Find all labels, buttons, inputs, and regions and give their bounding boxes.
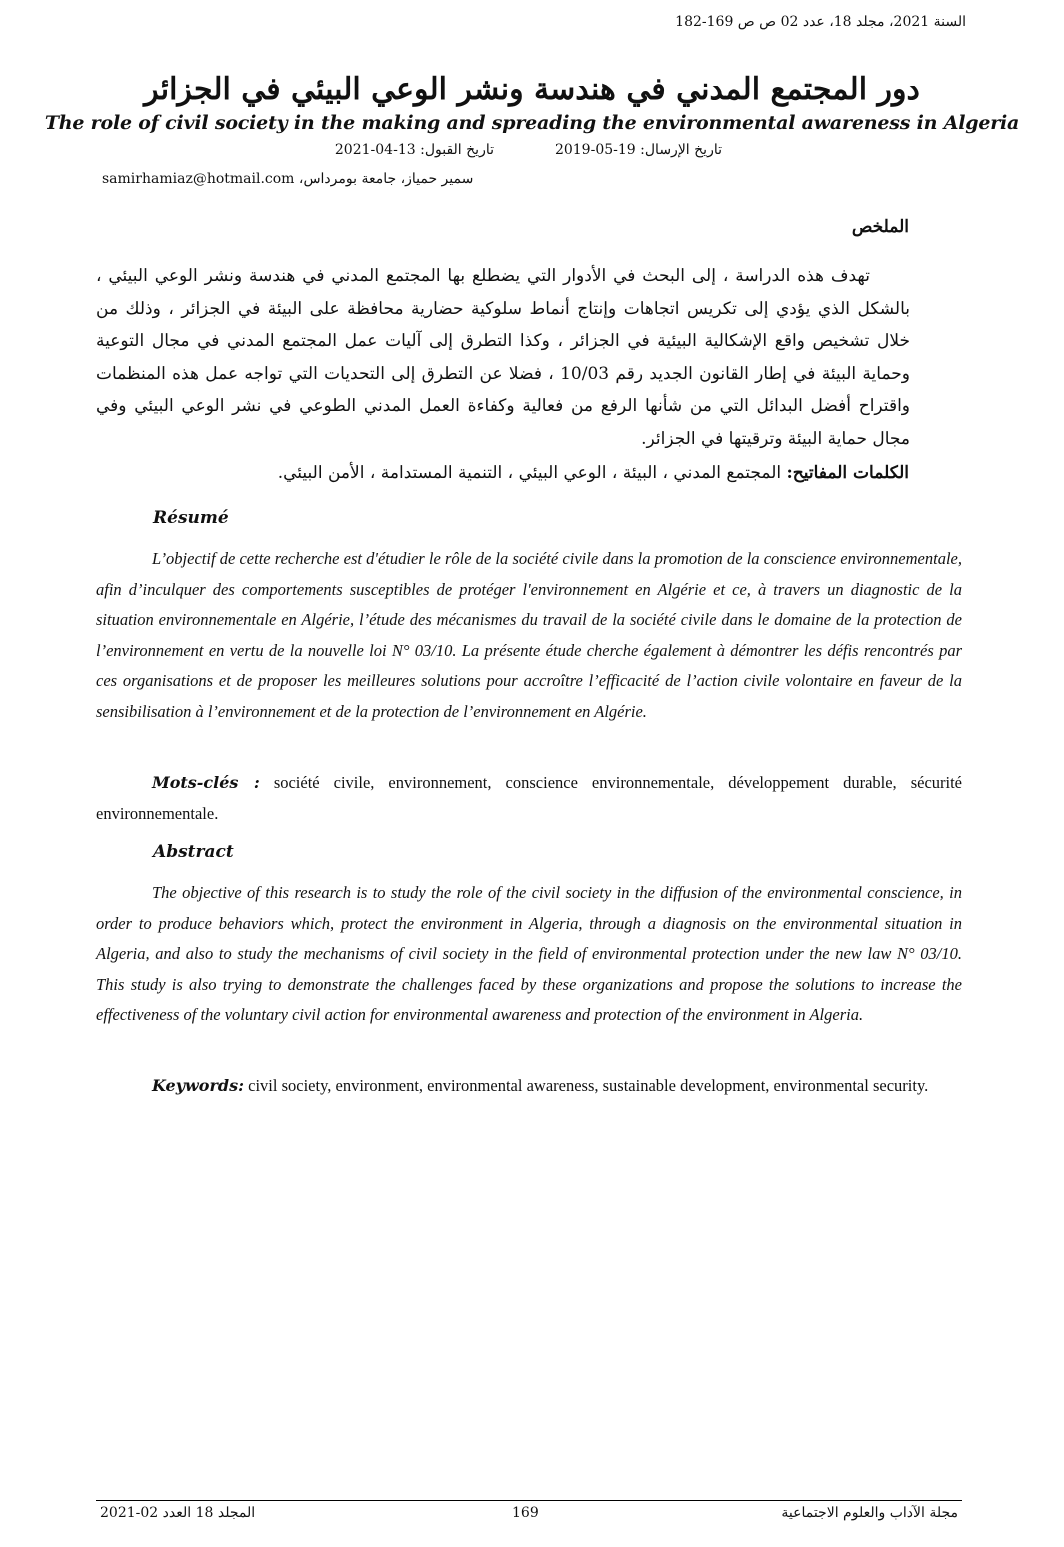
footer-divider [96, 1500, 962, 1501]
page-footer [96, 1505, 962, 1525]
keywords-arabic-label: الكلمات المفاتيح: [786, 463, 909, 483]
abstract-text: The objective of this research is to study the role of the civil society in the diffusion of the environmental conscience, in order to produce behaviors which, protect the environment in Algeria, through a diagnosis on the environmental situation in Algeria, and also to study the mechanisms of civil society in the field of environmental protection under the new law N° 03/10. This study is also trying to demonstrate the challenges faced by these organizations and propose the solutions to increase the effectiveness of the voluntary civil action for environmental awareness and protection of the environment in Algeria. [96, 883, 962, 1024]
keywords-english [96, 1071, 962, 1102]
page-number: 169 [512, 1505, 539, 1521]
keywords-arabic-text: المجتمع المدني ، البيئة ، الوعي البيئي ، التنمية المستدامة ، الأمن البيئي. [277, 463, 782, 483]
footer-issue: المجلد 18 العدد 02-2021 [100, 1505, 256, 1521]
keywords-arabic [278, 463, 909, 483]
abstract-arabic [96, 260, 910, 455]
abstract-body [96, 878, 962, 1031]
mots-cles-label: Mots-clés : [152, 773, 260, 792]
author-affiliation [102, 171, 473, 187]
resume-heading: Résumé [153, 508, 229, 528]
date-sent: تاريخ الإرسال: 19-05-2019 [554, 142, 722, 158]
resume-text: L’objectif de cette recherche est d'étudier le rôle de la société civile dans la promotion de la conscience environnementale, afin d’inculquer des comportements susceptibles de protéger l'environnement en Algérie et ce, à travers un diagnostic de la situation environnementale en Algérie, l’étude des mécanismes du travail de la société civile dans le domaine de la protection de l’environnement en vertu de la nouvelle loi N° 03/10. La présente étude cherche également à démontrer les défis rencontrés par ces organisations et de proposer les meilleures solutions pour accroître l’efficacité de l’action civile volontaire en faveur de la sensibilisation à l’environnement et de la protection de l’environnement en Algérie. [96, 549, 962, 721]
footer-journal: مجلة الآداب والعلوم الاجتماعية [781, 1505, 958, 1521]
abstract-arabic-heading: الملخص [851, 217, 909, 237]
keywords-text: civil society, environment, environmental awareness, sustainable development, environmental security. [244, 1076, 929, 1095]
keywords-label: Keywords: [152, 1076, 245, 1095]
author-text: سمير حمياز، جامعة بومرداس، samirhamiaz@hotmail.com [102, 171, 474, 187]
title-arabic: دور المجتمع المدني في هندسة ونشر الوعي البيئي في الجزائر [144, 72, 920, 107]
abstract-heading: Abstract [153, 842, 234, 862]
running-head: السنة 2021، مجلد 18، عدد 02 ص ص 169-182 [675, 14, 966, 30]
title-english: The role of civil society in the making and spreading the environmental awareness in Algeria [44, 112, 1020, 134]
mots-cles-text: société civile, environnement, conscience environnementale, développement durable, sécurité environnementale. [96, 773, 962, 823]
abstract-arabic-text: تهدف هذه الدراسة ، إلى البحث في الأدوار التي يضطلع بها المجتمع المدني في هندسة ونشر الوعي البيئي ، بالشكل الذي يؤدي إلى تكريس اتجاهات وإنتاج أنماط سلوكية حضارية محافظة على البيئة في الجزائر ، وذلك من خلال تشخيص واقع الإشكالية البيئية في الجزائر ، وكذا التطرق إلى آليات عمل المجتمع المدني في مجال التوعية وحماية البيئة في إطار القانون الجديد رقم 10/03 ، فضلا عن التطرق إلى التحديات التي تواجه عمل هذه المنظمات واقتراح أفضل البدائل التي من شأنها الرفع من فعالية وكفاءة العمل المدني الطوعي في نشر الوعي البيئي وفي مجال حماية البيئة وترقيتها في الجزائر. [96, 266, 911, 449]
resume-body [96, 544, 962, 727]
mots-cles [96, 768, 962, 829]
date-accepted: تاريخ القبول: 13-04-2021 [334, 142, 494, 158]
